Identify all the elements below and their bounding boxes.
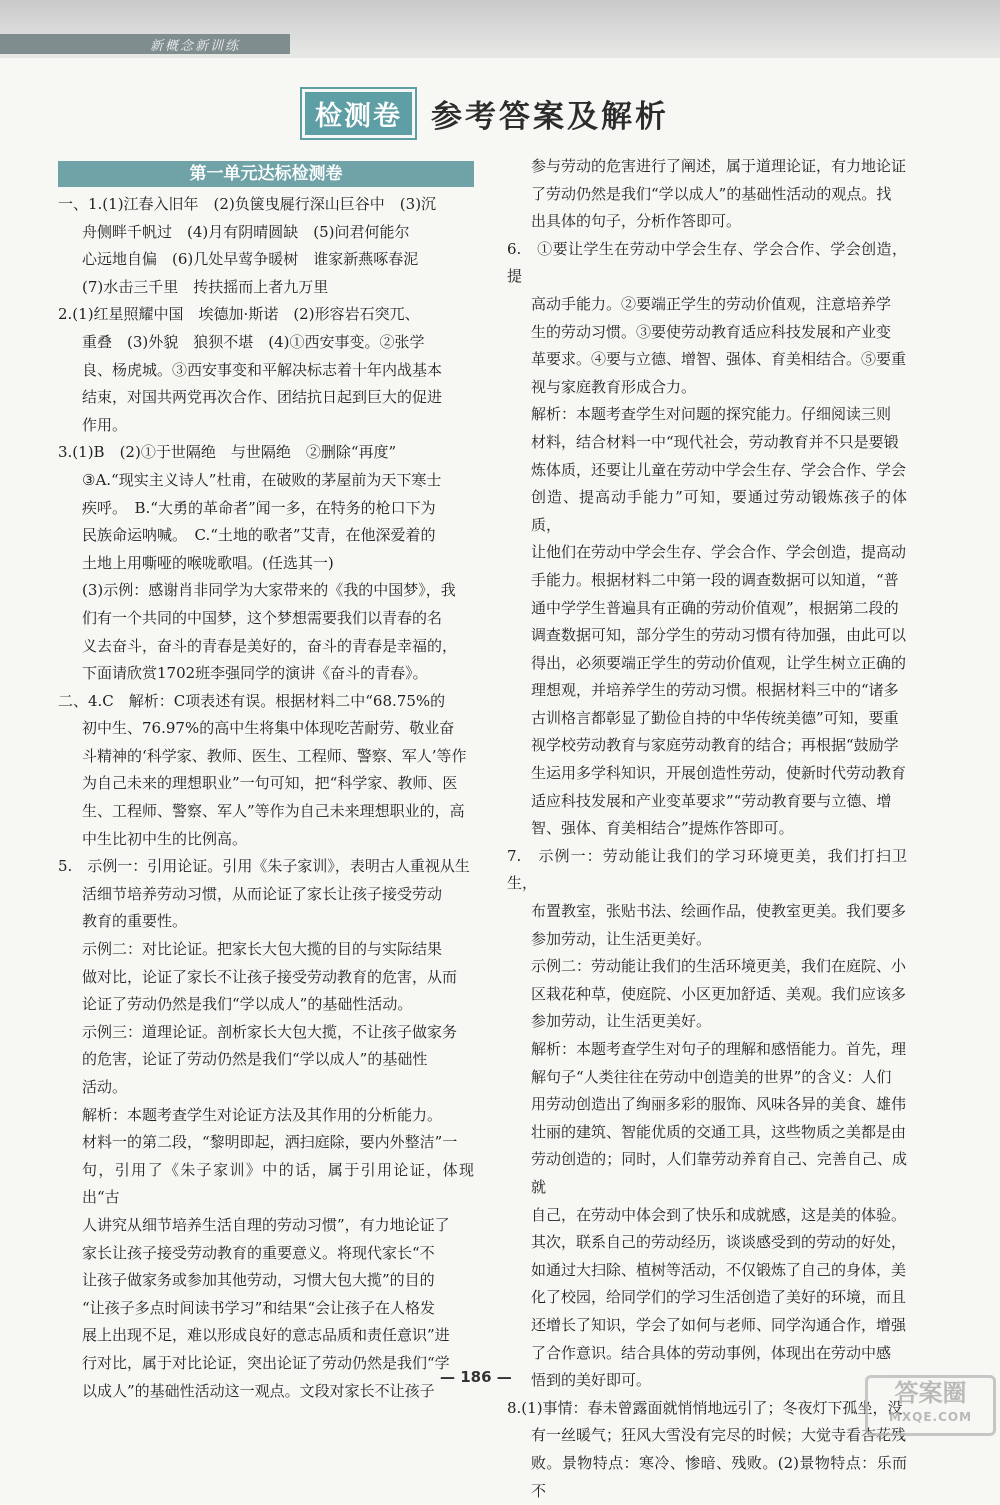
text-line: 句，引用了《朱子家训》中的话，属于引用论证，体现出“古	[82, 1160, 474, 1207]
text-line: 展上出现不足，难以形成良好的意志品质和责任意识”进	[82, 1326, 450, 1345]
text-line: 化了校园，给同学们的学习生活创造了美好的环境，而且	[531, 1288, 907, 1307]
text-line: 以成人”的基础性活动这一观点。文段对家长不让孩子	[82, 1381, 435, 1400]
text-line: 参加劳动，让生活更美好。	[531, 929, 712, 948]
text-line: 材料一的第二段，“黎明即起，洒扫庭除，要内外整洁”一	[82, 1133, 458, 1152]
text-line: 生运用多学科知识，开展创造性劳动，使新时代劳动教育	[531, 764, 907, 783]
text-line: 解析：本题考查学生对句子的理解和感悟能力。首先，理	[531, 1040, 907, 1058]
text-line: 结束，对国共两党再次合作、团结抗日起到巨大的促进	[82, 388, 443, 407]
section-title: 第一单元达标检测卷	[58, 161, 474, 187]
text-line: (3)示例：感谢肖非同学为大家带来的《我的中国梦》，我	[82, 581, 456, 600]
text-line: 2.(1)红星照耀中国 埃德加·斯诺 (2)形容岩石突兀、	[58, 305, 420, 324]
left-column	[58, 161, 474, 1405]
text-line: 活动。	[82, 1078, 128, 1096]
text-line: 7. 示例一：劳动能让我们的学习环境更美，我们打扫卫生，	[507, 846, 907, 893]
text-line: (7)水击三千里 抟扶摇而上者九万里	[82, 277, 329, 296]
text-line: 斗精神的‘科学家、教师、医生、工程师、警察、军人’等作	[82, 746, 467, 765]
text-line: 们有一个共同的中国梦，这个梦想需要我们以青春的名	[82, 608, 443, 627]
text-line: 通中学学生普遍具有正确的劳动价值观”，根据第二段的	[531, 598, 899, 617]
text-line: 悟到的美好即可。	[531, 1371, 652, 1390]
text-line: 败。景物特点：寒冷、惨暗、残败。(2)景物特点：乐而不	[531, 1453, 907, 1500]
text-line: 壮丽的建筑、智能优质的交通工具，这些物质之美都是由	[531, 1122, 907, 1141]
page-header	[300, 90, 669, 136]
top-strip	[0, 34, 290, 54]
text-line: 得出，必须要端正学生的劳动价值观，让学生树立正确的	[531, 653, 907, 672]
text-line: 有一丝暖气；狂风大雪没有完尽的时候；大觉寺看杏花残	[531, 1426, 907, 1445]
text-line: 中生比初中生的比例高。	[82, 829, 248, 848]
text-line: 参加劳动，让生活更美好。	[531, 1012, 712, 1031]
text-line: 家长让孩子接受劳动教育的重要意义。将现代家长“不	[82, 1243, 435, 1262]
text-line: 用劳动创造出了绚丽多彩的服饰、风味各异的美食、雄伟	[531, 1095, 907, 1114]
text-line: 6. ①要让学生在劳动中学会生存、学会合作、学会创造，提	[507, 239, 907, 286]
text-line: 革要求。④要与立德、增智、强体、育美相结合。⑤要重	[531, 350, 907, 369]
text-line: 一、1.(1)江春入旧年 (2)负箧曳屣行深山巨谷中 (3)沉	[58, 195, 437, 213]
text-line: 区栽花种草，使庭院、小区更加舒适、美观。我们应该多	[531, 984, 907, 1003]
text-line: 解析：本题考查学生对问题的探究能力。仔细阅读三则	[531, 405, 892, 424]
text-line: 解析：本题考查学生对论证方法及其作用的分析能力。	[82, 1105, 443, 1124]
text-line: 让孩子做家务或参加其他劳动，习惯大包大揽”的目的	[82, 1271, 435, 1290]
text-line: 二、4.C 解析：C项表述有误。根据材料二中“68.75%的	[58, 691, 446, 710]
text-line: 让他们在劳动中学会生存、学会合作、学会创造，提高动	[531, 543, 907, 562]
text-line: 了劳动仍然是我们“学以成人”的基础性活动的观点。找	[531, 184, 892, 203]
running-head: 新概念新训练	[150, 39, 241, 54]
text-line: 论证了劳动仍然是我们“学以成人”的基础性活动。	[82, 995, 413, 1014]
text-line: 创造、提高动手能力”可知，要通过劳动锻炼孩子的体质，	[531, 488, 907, 534]
text-line: 行对比，属于对比论证，突出论证了劳动仍然是我们“学	[82, 1353, 450, 1372]
header-badge-label: 检测卷	[305, 92, 412, 135]
text-line: 古训格言都彰显了勤俭自持的中华传统美德”可知，要重	[531, 708, 899, 727]
text-line: 参与劳动的危害进行了阐述，属于道理论证，有力地论证	[531, 157, 907, 175]
text-line: 还增长了知识，学会了如何与老师、同学沟通合作，增强	[531, 1315, 907, 1334]
text-line: 高动手能力。②要端正学生的劳动价值观，注意培养学	[531, 294, 892, 313]
text-line: 3.(1)B (2)①于世隔绝 与世隔绝 ②删除“再度”	[58, 443, 397, 462]
text-line: 生的劳动习惯。③要使劳动教育适应科技发展和产业变	[531, 322, 892, 341]
text-line: 智、强体、育美相结合”提炼作答即可。	[531, 819, 794, 838]
text-line: 做对比，论证了家长不让孩子接受劳动教育的危害，从而	[82, 967, 458, 986]
text-line: 示例二：劳动能让我们的生活环境更美，我们在庭院、小	[531, 957, 907, 976]
text-line: 作用。	[82, 415, 128, 434]
page-title: 参考答案及解析	[431, 98, 669, 135]
text-line: 重叠 (3)外貌 狼狈不堪 (4)①西安事变。②张学	[82, 332, 425, 351]
text-line: 初中生、76.97%的高中生将集中体现吃苦耐劳、敬业奋	[82, 719, 455, 738]
text-line: 调查数据可知，部分学生的劳动习惯有待加强，由此可以	[531, 626, 907, 645]
text-line: 活细节培养劳动习惯，从而论证了家长让孩子接受劳动	[82, 884, 443, 903]
text-line: 解句子“人类往往在劳动中创造美的世界”的含义：人们	[531, 1067, 892, 1086]
text-line: 心远地自偏 (6)几处早莺争暖树 谁家新燕啄春泥	[82, 250, 419, 269]
text-line: 5. 示例一：引用论证。引用《朱子家训》，表明古人重视从生	[58, 857, 470, 876]
text-line: 8.(1)事情：春未曾露面就悄悄地远引了；冬夜灯下孤坐，没	[507, 1398, 903, 1417]
right-column	[507, 153, 907, 1505]
watermark-big: 答案圈	[894, 1379, 967, 1407]
text-line: 其次，联系自己的劳动经历，谈谈感受到的劳动的好处，	[531, 1233, 907, 1252]
top-band	[0, 0, 1000, 58]
watermark-logo	[865, 1375, 996, 1436]
text-line: 了合作意识。结合具体的劳动事例，体现出在劳动中感	[531, 1343, 892, 1362]
text-line: 炼体质，还要让儿童在劳动中学会生存、学会合作、学会	[531, 460, 907, 479]
text-line: 舟侧畔千帆过 (4)月有阴晴圆缺 (5)问君何能尔	[82, 222, 410, 241]
text-line: 疾呼。 B.“大勇的革命者”闻一多，在特务的枪口下为	[82, 498, 436, 517]
text-line: 义去奋斗，奋斗的青春是美好的，奋斗的青春是幸福的，	[82, 636, 458, 655]
text-line: 示例二：对比论证。把家长大包大揽的目的与实际结果	[82, 940, 443, 959]
left-column-body	[58, 191, 474, 1405]
text-line: 教育的重要性。	[82, 912, 188, 931]
text-line: 人讲究从细节培养生活自理的劳动习惯”，有力地论证了	[82, 1215, 450, 1234]
text-line: 良、杨虎城。③西安事变和平解决标志着十年内战基本	[82, 360, 443, 379]
right-column-body	[507, 153, 907, 1505]
text-line: 视学校劳动教育与家庭劳动教育的结合；再根据“鼓励学	[531, 736, 899, 755]
text-line: 出具体的句子，分析作答即可。	[531, 212, 742, 231]
text-line: 如通过大扫除、植树等活动，不仅锻炼了自己的身体，美	[531, 1260, 907, 1279]
text-line: 材料，结合材料一中“现代社会，劳动教育并不只是要锻	[531, 432, 899, 451]
text-line: 劳动创造的；同时，人们靠劳动养育自己、完善自己、成就	[531, 1150, 907, 1196]
text-line: 示例三：道理论证。剖析家长大包大揽，不让孩子做家务	[82, 1022, 458, 1041]
text-line: 生、工程师、警察、军人”等作为自己未来理想职业的，高	[82, 802, 465, 821]
text-line: 下面请欣赏1702班李强同学的演讲《奋斗的青春》。	[82, 664, 428, 683]
text-line: ③A.“现实主义诗人”杜甫，在破败的茅屋前为天下寒士	[82, 470, 442, 489]
text-line: 的危害，论证了劳动仍然是我们“学以成人”的基础性	[82, 1050, 428, 1069]
text-line: 手能力。根据材料二中第一段的调查数据可以知道，“普	[531, 570, 899, 589]
text-line: 适应科技发展和产业变革要求”“劳动教育要与立德、增	[531, 791, 892, 810]
page-number: — 186 —	[440, 1368, 512, 1386]
text-line: 布置教室，张贴书法、绘画作品，使教室更美。我们要多	[531, 902, 907, 921]
watermark-small: MXQE.COM	[888, 1410, 973, 1424]
text-line: 理想观，并培养学生的劳动习惯。根据材料三中的“诸多	[531, 681, 899, 700]
header-badge	[300, 87, 417, 140]
text-line: “让孩子多点时间读书学习”和结果“会让孩子在人格发	[82, 1298, 436, 1317]
text-line: 自己，在劳动中体会到了快乐和成就感，这是美的体验。	[531, 1205, 907, 1224]
text-line: 视与家庭教育形成合力。	[531, 377, 697, 396]
text-line: 民族命运呐喊。 C.“土地的歌者”艾青，在他深爱着的	[82, 526, 436, 545]
text-line: 为自己未来的理想职业”一句可知，把“科学家、教师、医	[82, 774, 458, 793]
text-line: 土地上用嘶哑的喉咙歌唱。(任选其一)	[82, 553, 334, 572]
